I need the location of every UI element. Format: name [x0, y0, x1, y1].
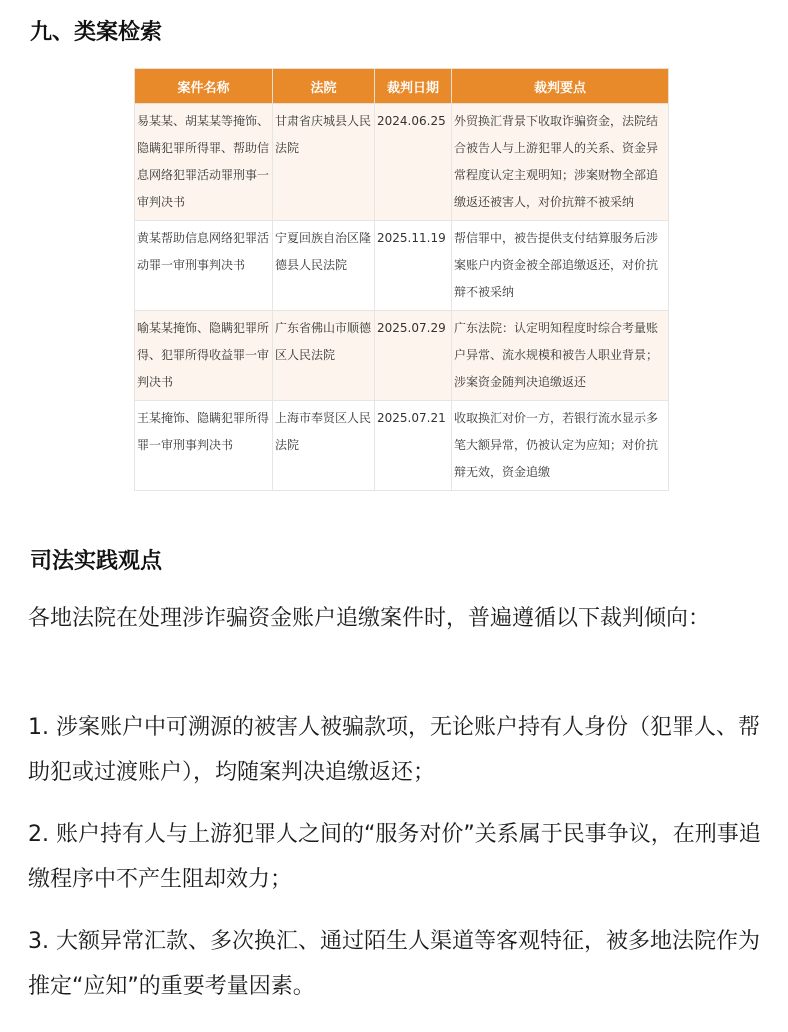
section-title-judicial-practice: 司法实践观点: [30, 549, 163, 574]
practice-item: 3. 大额异常汇款、多次换汇、通过陌生人渠道等客观特征，被多地法院作为推定“应知”的重要考量因素。: [28, 929, 760, 999]
case-name-cell: 王某掩饰、隐瞒犯罪所得罪一审刑事判决书: [135, 401, 273, 491]
court-cell: 广东省佛山市顺德区人民法院: [273, 311, 375, 401]
intro-paragraph: 各地法院在处理涉诈骗资金账户追缴案件时，普遍遵循以下裁判倾向：: [28, 606, 711, 631]
table-row: [135, 311, 669, 401]
header-key-points: 裁判要点: [452, 69, 669, 104]
key-points-cell: 外贸换汇背景下收取诈骗资金，法院结合被告人与上游犯罪人的关系、资金异常程度认定主观明知；涉案财物全部追缴返还被害人，对价抗辩不被采纳: [452, 104, 669, 221]
court-cell: 宁夏回族自治区隆德县人民法院: [273, 221, 375, 311]
date-cell: 2025.07.21: [375, 401, 452, 491]
case-name-cell: 易某某、胡某某等掩饰、隐瞒犯罪所得罪、帮助信息网络犯罪活动罪刑事一审判决书: [135, 104, 273, 221]
header-court: 法院: [273, 69, 375, 104]
table-header-row: [135, 69, 669, 104]
table-row: [135, 401, 669, 491]
date-cell: 2025.07.29: [375, 311, 452, 401]
case-table: [134, 68, 669, 491]
case-name-cell: 喻某某掩饰、隐瞒犯罪所得、犯罪所得收益罪一审判决书: [135, 311, 273, 401]
court-cell: 甘肃省庆城县人民法院: [273, 104, 375, 221]
key-points-cell: 广东法院：认定明知程度时综合考量账户异常、流水规模和被告人职业背景；涉案资金随判决追缴返还: [452, 311, 669, 401]
key-points-cell: 帮信罪中，被告提供支付结算服务后涉案账户内资金被全部追缴返还，对价抗辩不被采纳: [452, 221, 669, 311]
court-cell: 上海市奉贤区人民法院: [273, 401, 375, 491]
header-date: 裁判日期: [375, 69, 452, 104]
date-cell: 2024.06.25: [375, 104, 452, 221]
date-cell: 2025.11.19: [375, 221, 452, 311]
section-title-case-search: 九、类案检索: [30, 20, 163, 45]
header-case-name: 案件名称: [135, 69, 273, 104]
case-name-cell: 黄某帮助信息网络犯罪活动罪一审刑事判决书: [135, 221, 273, 311]
table-row: [135, 104, 669, 221]
practice-item: 2. 账户持有人与上游犯罪人之间的“服务对价”关系属于民事争议，在刑事追缴程序中不产生阻却效力；: [28, 822, 761, 892]
key-points-cell: 收取换汇对价一方，若银行流水显示多笔大额异常，仍被认定为应知；对价抗辩无效，资金追缴: [452, 401, 669, 491]
practice-item: 1. 涉案账户中可溯源的被害人被骗款项，无论账户持有人身份（犯罪人、帮助犯或过渡账户），均随案判决追缴返还；: [28, 715, 760, 785]
table-row: [135, 221, 669, 311]
